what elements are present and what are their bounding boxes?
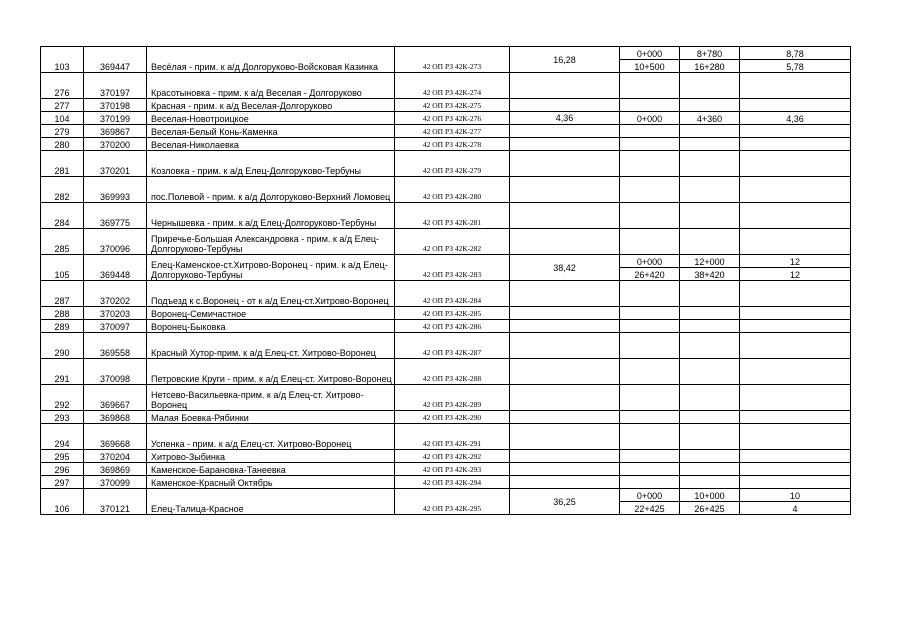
segment-end (680, 320, 740, 333)
registry-id: 42 ОП РЗ 42К-295 (395, 489, 510, 515)
row-number: 103 (41, 47, 84, 73)
road-name: Петровские Круги - прим. к а/д Елец-ст. Хитрово-Воронец (147, 359, 395, 385)
road-length (510, 281, 620, 307)
road-length (510, 151, 620, 177)
row-number: 105 (41, 255, 84, 281)
road-name: Веселая-Новотроицкое (147, 112, 395, 125)
segment-end: 38+420 (680, 268, 740, 281)
segment-start (620, 411, 680, 424)
road-length (510, 476, 620, 489)
road-code: 370202 (84, 281, 147, 307)
road-code: 370198 (84, 99, 147, 112)
road-name: Весёлая - прим. к а/д Долгоруково-Войсковая Казинка (147, 47, 395, 73)
road-code: 369775 (84, 203, 147, 229)
road-code: 370099 (84, 476, 147, 489)
registry-id: 42 ОП РЗ 42К-273 (395, 47, 510, 73)
road-code: 369447 (84, 47, 147, 73)
segment-length (740, 476, 851, 489)
row-number: 284 (41, 203, 84, 229)
segment-length (740, 138, 851, 151)
segment-end (680, 333, 740, 359)
road-length (510, 450, 620, 463)
registry-id: 42 ОП РЗ 42К-293 (395, 463, 510, 476)
registry-id: 42 ОП РЗ 42К-282 (395, 229, 510, 255)
segment-length (740, 359, 851, 385)
road-code: 370203 (84, 307, 147, 320)
table-row (41, 229, 851, 255)
row-number: 282 (41, 177, 84, 203)
road-code: 370204 (84, 450, 147, 463)
registry-id: 42 ОП РЗ 42К-281 (395, 203, 510, 229)
segment-end: 4+360 (680, 112, 740, 125)
segment-start (620, 281, 680, 307)
road-name: Красный Хутор-прим. к а/д Елец-ст. Хитрово-Воронец (147, 333, 395, 359)
road-code: 369867 (84, 125, 147, 138)
segment-start (620, 476, 680, 489)
segment-end (680, 151, 740, 177)
segment-end: 26+425 (680, 502, 740, 515)
road-code: 370121 (84, 489, 147, 515)
road-name: Приречье-Большая Александровка - прим. к а/д Елец-Долгоруково-Тербуны (147, 229, 395, 255)
road-length (510, 73, 620, 99)
segment-start (620, 138, 680, 151)
road-length (510, 138, 620, 151)
row-number: 290 (41, 333, 84, 359)
road-length (510, 333, 620, 359)
registry-id: 42 ОП РЗ 42К-287 (395, 333, 510, 359)
segment-start (620, 203, 680, 229)
row-number: 281 (41, 151, 84, 177)
row-number: 280 (41, 138, 84, 151)
road-name: пос.Полевой - прим. к а/д Долгоруково-Верхний Ломовец (147, 177, 395, 203)
row-number: 104 (41, 112, 84, 125)
segment-start (620, 385, 680, 411)
segment-end: 10+000 (680, 489, 740, 502)
road-length (510, 125, 620, 138)
table-row (41, 385, 851, 411)
road-code: 370096 (84, 229, 147, 255)
road-code: 369668 (84, 424, 147, 450)
segment-end (680, 229, 740, 255)
segment-length: 8,78 (740, 47, 851, 60)
segment-start: 22+425 (620, 502, 680, 515)
road-register-table (40, 46, 851, 515)
table-row (41, 73, 851, 99)
row-number: 287 (41, 281, 84, 307)
road-code: 369448 (84, 255, 147, 281)
road-name: Елец-Талица-Красное (147, 489, 395, 515)
segment-length (740, 281, 851, 307)
segment-end (680, 138, 740, 151)
row-number: 297 (41, 476, 84, 489)
segment-start: 0+000 (620, 489, 680, 502)
registry-id: 42 ОП РЗ 42К-294 (395, 476, 510, 489)
segment-length (740, 463, 851, 476)
road-code: 370098 (84, 359, 147, 385)
road-name: Подъезд к с.Воронец - от к а/д Елец-ст.Хитрово-Воронец (147, 281, 395, 307)
segment-start (620, 424, 680, 450)
segment-start (620, 177, 680, 203)
table-row (41, 203, 851, 229)
segment-end (680, 463, 740, 476)
segment-length: 5,78 (740, 60, 851, 73)
segment-start (620, 450, 680, 463)
registry-id: 42 ОП РЗ 42К-280 (395, 177, 510, 203)
road-length (510, 229, 620, 255)
table-row (41, 281, 851, 307)
segment-end (680, 73, 740, 99)
table-row (41, 463, 851, 476)
road-length: 36,25 (510, 489, 620, 515)
table-row (41, 177, 851, 203)
segment-end (680, 424, 740, 450)
registry-id: 42 ОП РЗ 42К-291 (395, 424, 510, 450)
road-name: Каменское-Барановка-Танеевка (147, 463, 395, 476)
road-code: 369667 (84, 385, 147, 411)
segment-length (740, 307, 851, 320)
registry-id: 42 ОП РЗ 42К-288 (395, 359, 510, 385)
road-name: Козловка - прим. к а/д Елец-Долгоруково-Тербуны (147, 151, 395, 177)
registry-id: 42 ОП РЗ 42К-292 (395, 450, 510, 463)
segment-end (680, 411, 740, 424)
segment-end (680, 99, 740, 112)
row-number: 288 (41, 307, 84, 320)
table-row (41, 359, 851, 385)
road-length (510, 203, 620, 229)
table-row (41, 99, 851, 112)
segment-length: 4,36 (740, 112, 851, 125)
registry-id: 42 ОП РЗ 42К-279 (395, 151, 510, 177)
registry-id: 42 ОП РЗ 42К-278 (395, 138, 510, 151)
row-number: 291 (41, 359, 84, 385)
segment-length (740, 177, 851, 203)
segment-start: 26+420 (620, 268, 680, 281)
segment-length: 12 (740, 255, 851, 268)
road-code: 370200 (84, 138, 147, 151)
segment-start: 0+000 (620, 112, 680, 125)
registry-id: 42 ОП РЗ 42К-286 (395, 320, 510, 333)
segment-start (620, 151, 680, 177)
segment-end (680, 307, 740, 320)
road-length (510, 424, 620, 450)
registry-id: 42 ОП РЗ 42К-274 (395, 73, 510, 99)
table-row (41, 138, 851, 151)
registry-id: 42 ОП РЗ 42К-289 (395, 385, 510, 411)
table-row (41, 151, 851, 177)
segment-length (740, 450, 851, 463)
road-code: 369869 (84, 463, 147, 476)
road-code: 370097 (84, 320, 147, 333)
row-number: 277 (41, 99, 84, 112)
table-row (41, 424, 851, 450)
row-number: 276 (41, 73, 84, 99)
table-row (41, 47, 851, 60)
segment-length (740, 99, 851, 112)
segment-length (740, 385, 851, 411)
segment-start (620, 463, 680, 476)
segment-start: 10+500 (620, 60, 680, 73)
road-code: 370201 (84, 151, 147, 177)
road-name: Воронец-Семичастное (147, 307, 395, 320)
road-name: Веселая-Белый Конь-Каменка (147, 125, 395, 138)
road-length: 16,28 (510, 47, 620, 73)
road-code: 369868 (84, 411, 147, 424)
row-number: 106 (41, 489, 84, 515)
segment-length (740, 229, 851, 255)
table-row (41, 333, 851, 359)
registry-id: 42 ОП РЗ 42К-284 (395, 281, 510, 307)
segment-start (620, 359, 680, 385)
table-row (41, 125, 851, 138)
segment-end (680, 450, 740, 463)
segment-end (680, 385, 740, 411)
registry-id: 42 ОП РЗ 42К-275 (395, 99, 510, 112)
segment-length (740, 203, 851, 229)
registry-id: 42 ОП РЗ 42К-277 (395, 125, 510, 138)
road-length (510, 320, 620, 333)
segment-length (740, 424, 851, 450)
row-number: 293 (41, 411, 84, 424)
segment-length (740, 320, 851, 333)
table-row (41, 476, 851, 489)
segment-start: 0+000 (620, 255, 680, 268)
road-name: Красная - прим. к а/д Веселая-Долгоруково (147, 99, 395, 112)
road-name: Малая Боевка-Рябинки (147, 411, 395, 424)
road-length (510, 463, 620, 476)
segment-end (680, 476, 740, 489)
segment-start (620, 125, 680, 138)
row-number: 289 (41, 320, 84, 333)
row-number: 292 (41, 385, 84, 411)
table-row (41, 320, 851, 333)
road-name: Чернышевка - прим. к а/д Елец-Долгоруково-Тербуны (147, 203, 395, 229)
row-number: 279 (41, 125, 84, 138)
segment-end (680, 281, 740, 307)
road-code: 369558 (84, 333, 147, 359)
road-name: Хитрово-Зыбинка (147, 450, 395, 463)
registry-id: 42 ОП РЗ 42К-285 (395, 307, 510, 320)
segment-start (620, 307, 680, 320)
segment-start (620, 229, 680, 255)
road-name: Успенка - прим. к а/д Елец-ст. Хитрово-Воронец (147, 424, 395, 450)
segment-end: 12+000 (680, 255, 740, 268)
segment-length: 12 (740, 268, 851, 281)
segment-length (740, 73, 851, 99)
table-row (41, 411, 851, 424)
road-name: Воронец-Быковка (147, 320, 395, 333)
road-length: 4,36 (510, 112, 620, 125)
road-length (510, 99, 620, 112)
road-name: Красотыновка - прим. к а/д Веселая - Долгоруково (147, 73, 395, 99)
segment-start (620, 99, 680, 112)
segment-start: 0+000 (620, 47, 680, 60)
table-row (41, 255, 851, 268)
segment-end (680, 203, 740, 229)
segment-length: 4 (740, 502, 851, 515)
road-name: Веселая-Николаевка (147, 138, 395, 151)
road-code: 370197 (84, 73, 147, 99)
segment-start (620, 73, 680, 99)
road-length: 38,42 (510, 255, 620, 281)
road-length (510, 177, 620, 203)
segment-end: 16+280 (680, 60, 740, 73)
road-length (510, 411, 620, 424)
table-row (41, 489, 851, 502)
row-number: 285 (41, 229, 84, 255)
road-name: Каменское-Красный Октябрь (147, 476, 395, 489)
road-length (510, 385, 620, 411)
row-number: 294 (41, 424, 84, 450)
row-number: 296 (41, 463, 84, 476)
road-name: Елец-Каменское-ст.Хитрово-Воронец - прим. к а/д Елец-Долгоруково-Тербуны (147, 255, 395, 281)
segment-end (680, 125, 740, 138)
row-number: 295 (41, 450, 84, 463)
segment-end (680, 177, 740, 203)
road-name: Нетсево-Васильевка-прим. к а/д Елец-ст. Хитрово-Воронец (147, 385, 395, 411)
road-code: 370199 (84, 112, 147, 125)
segment-length: 10 (740, 489, 851, 502)
segment-end (680, 359, 740, 385)
segment-end: 8+780 (680, 47, 740, 60)
registry-id: 42 ОП РЗ 42К-290 (395, 411, 510, 424)
table-row (41, 450, 851, 463)
registry-id: 42 ОП РЗ 42К-283 (395, 255, 510, 281)
road-length (510, 307, 620, 320)
segment-length (740, 125, 851, 138)
segment-length (740, 411, 851, 424)
registry-id: 42 ОП РЗ 42К-276 (395, 112, 510, 125)
segment-length (740, 151, 851, 177)
segment-length (740, 333, 851, 359)
segment-start (620, 333, 680, 359)
road-code: 369993 (84, 177, 147, 203)
road-length (510, 359, 620, 385)
table-row (41, 112, 851, 125)
table-row (41, 307, 851, 320)
segment-start (620, 320, 680, 333)
